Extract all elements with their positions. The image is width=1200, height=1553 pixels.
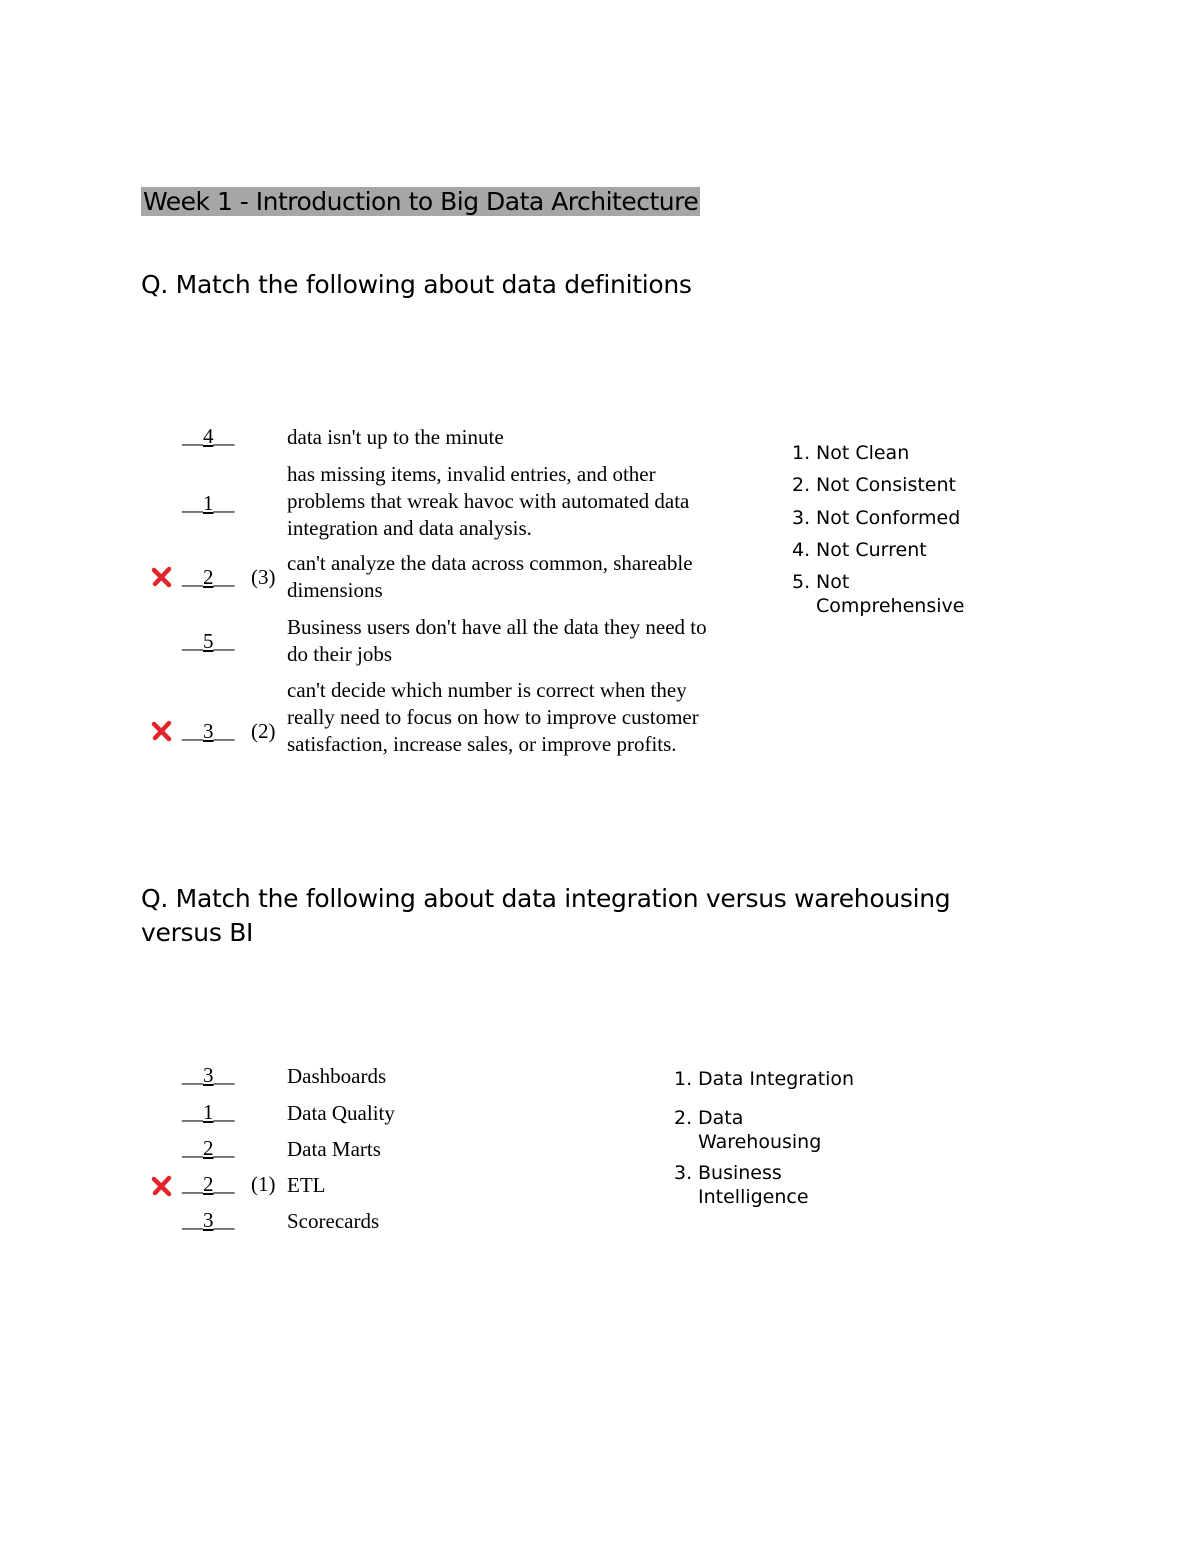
option-item: 5. Not Comprehensive	[792, 571, 965, 617]
row-description: Data Marts	[287, 1137, 381, 1161]
answer-blank[interactable]: __3__	[182, 1208, 235, 1232]
wrong-x-icon	[150, 1174, 174, 1198]
answer-blank[interactable]: __2__	[182, 1172, 235, 1196]
row-description: can't decide which number is correct when they really need to focus on how to improve customer satisfaction, increase sales, or improve profits.	[287, 678, 699, 756]
answer-blank[interactable]: __1__	[182, 491, 235, 515]
option-item: 2. Data Warehousing	[674, 1107, 822, 1153]
row-description: Scorecards	[287, 1209, 380, 1233]
answer-blank[interactable]: __4__	[182, 424, 235, 448]
question-1-options	[792, 441, 1092, 631]
page-title-text: Week 1 - Introduction to Big Data Architecture	[143, 187, 699, 216]
answer-blank[interactable]: __3__	[182, 1063, 235, 1087]
row-description: Business users don't have all the data they need to do their jobs	[287, 615, 707, 666]
option-item: 4. Not Current	[792, 539, 927, 561]
option-item: 1. Not Clean	[792, 442, 910, 464]
row-description: has missing items, invalid entries, and other problems that wreak havoc with automated data integration and data analysis.	[287, 462, 690, 540]
row-description: Dashboards	[287, 1064, 387, 1088]
page-title	[141, 186, 700, 218]
wrong-x-icon	[150, 565, 174, 589]
correct-answer: (2)	[251, 719, 276, 743]
correct-answer: (3)	[251, 565, 276, 589]
correct-answer: (1)	[251, 1172, 276, 1196]
answer-blank[interactable]: __2__	[182, 565, 235, 589]
row-description: ETL	[287, 1173, 326, 1197]
answer-blank[interactable]: __1__	[182, 1100, 235, 1124]
answer-blank[interactable]: __2__	[182, 1136, 235, 1160]
question-2-prompt: Q. Match the following about data integration versus warehousing versus BI	[141, 884, 951, 947]
option-item: 2. Not Consistent	[792, 474, 956, 496]
answer-blank[interactable]: __5__	[182, 629, 235, 653]
option-item: 3. Not Conformed	[792, 507, 961, 529]
option-item: 1. Data Integration	[674, 1068, 855, 1090]
row-description: can't analyze the data across common, shareable dimensions	[287, 551, 693, 602]
answer-blank[interactable]: __3__	[182, 719, 235, 743]
row-description: data isn't up to the minute	[287, 425, 504, 449]
row-description: Data Quality	[287, 1101, 395, 1125]
question-2-options	[674, 1067, 974, 1217]
wrong-x-icon	[150, 719, 174, 743]
question-1-prompt: Q. Match the following about data definitions	[141, 270, 692, 299]
option-item: 3. Business Intelligence	[674, 1162, 809, 1208]
